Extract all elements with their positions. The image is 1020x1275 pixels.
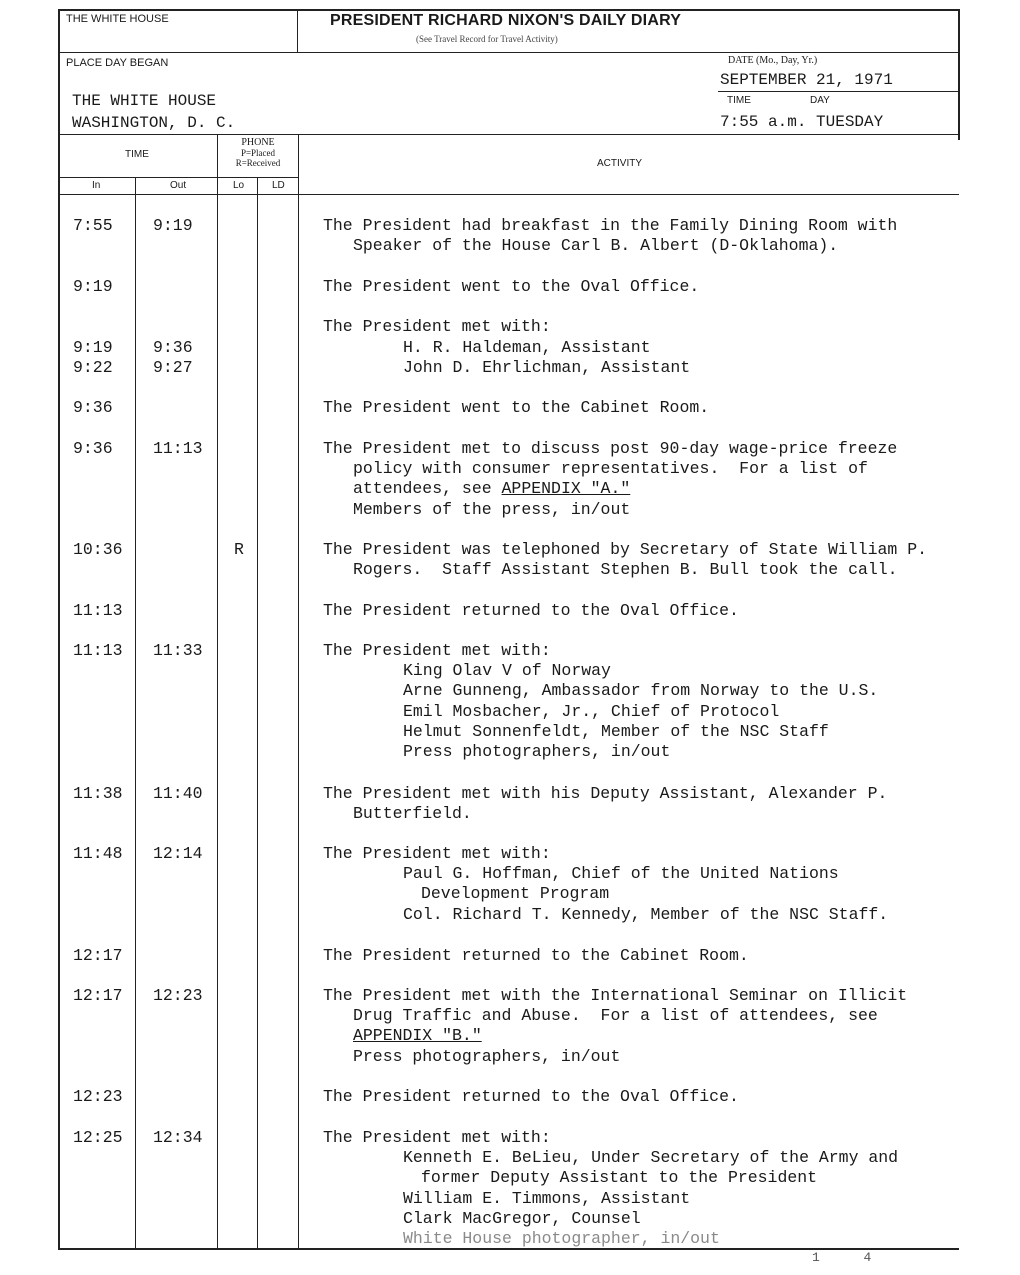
entry-activity: [323, 986, 963, 1067]
out-column-header: Out: [170, 180, 187, 191]
place-label: PLACE DAY BEGAN: [66, 57, 169, 69]
entry-time-in: 9:36: [73, 398, 113, 417]
lo-column-header: Lo: [233, 180, 245, 191]
header-block-bottom-line: [58, 134, 959, 135]
activity-line: The President went to the Cabinet Room.: [323, 398, 710, 417]
activity-column-header: ACTIVITY: [597, 158, 643, 169]
page-number: [812, 1250, 871, 1265]
title-divider: [297, 9, 298, 53]
time-day-value: 7:55 a.m. TUESDAY: [720, 113, 884, 131]
activity-line: Arne Gunneng, Ambassador from Norway to the U.S.: [403, 681, 879, 701]
activity-line: Members of the press, in/out: [353, 499, 631, 519]
entry-time-in: 11:13: [73, 601, 123, 620]
activity-line: Press photographers, in/out: [403, 742, 671, 762]
frame-right-line: [958, 9, 960, 140]
entry-time-in: 12:25: [73, 1128, 123, 1147]
entry-time-in: 11:13: [73, 641, 123, 660]
phone-column-header: [218, 138, 298, 168]
activity-line: former Deputy Assistant to the President: [421, 1168, 818, 1188]
phone-label: PHONE: [241, 137, 275, 148]
activity-line: John D. Ehrlichman, Assistant: [403, 358, 691, 377]
entry-time-in: 9:22: [73, 358, 113, 377]
activity-line: The President returned to the Cabinet Room.: [323, 946, 749, 965]
activity-line: Kenneth E. BeLieu, Under Secretary of the Army and: [403, 1148, 899, 1168]
frame-top-line: [58, 9, 959, 11]
activity-line: H. R. Haldeman, Assistant: [403, 338, 651, 357]
time-label: TIME: [727, 95, 751, 106]
activity-line: Clark MacGregor, Counsel: [403, 1208, 641, 1228]
ld-column-header: LD: [272, 180, 285, 191]
activity-line: Helmut Sonnenfeldt, Member of the NSC Staff: [403, 721, 829, 741]
entry-time-out: 11:33: [153, 641, 203, 660]
activity-line: The President was telephoned by Secretary of State William P.: [323, 540, 927, 559]
activity-line: Development Program: [421, 884, 610, 904]
entry-time-out: 9:36: [153, 338, 193, 357]
activity-line: [323, 479, 963, 499]
activity-line: Drug Traffic and Abuse. For a list of attendees, see: [353, 1006, 878, 1026]
entry-phone-received: R: [234, 540, 244, 559]
activity-line: Rogers. Staff Assistant Stephen B. Bull took the call.: [353, 560, 898, 580]
activity-line: The President met with:: [323, 317, 551, 336]
entry-activity: [323, 641, 963, 762]
col-line-ld: [257, 177, 258, 1248]
activity-line: Col. Richard T. Kennedy, Member of the NSC Staff.: [403, 904, 889, 924]
activity-line: The President had breakfast in the Family Dining Room with: [323, 216, 898, 235]
entry-activity: [323, 398, 963, 418]
activity-line: policy with consumer representatives. For a list of: [353, 459, 868, 479]
col-line-time-out: [135, 177, 136, 1248]
entry-time-out: 12:14: [153, 844, 203, 863]
entry-activity: [323, 1128, 963, 1249]
col-line-activity: [298, 134, 299, 1248]
activity-line: Emil Mosbacher, Jr., Chief of Protocol: [403, 701, 780, 721]
col-header-bottom-line-2: [58, 194, 959, 195]
activity-line: The President met with his Deputy Assistant, Alexander P.: [323, 784, 888, 803]
entry-time-in: 11:48: [73, 844, 123, 863]
entry-time-in: 9:19: [73, 277, 113, 296]
in-column-header: In: [92, 180, 101, 191]
entry-time-in: 12:17: [73, 986, 123, 1005]
entry-activity: [323, 784, 963, 824]
title-bottom-line: [58, 52, 959, 53]
entry-time-in: 10:36: [73, 540, 123, 559]
activity-line: White House photographer, in/out: [403, 1229, 720, 1249]
activity-line: The President returned to the Oval Office.: [323, 601, 739, 620]
activity-line: Butterfield.: [353, 804, 472, 824]
activity-line: The President met to discuss post 90-day wage-price freeze: [323, 439, 898, 458]
entry-time-out: 12:23: [153, 986, 203, 1005]
entry-time-in: 12:17: [73, 946, 123, 965]
entry-time-out: 12:34: [153, 1128, 203, 1147]
col-line-phone: [217, 134, 218, 1248]
date-value: SEPTEMBER 21, 1971: [720, 71, 893, 89]
day-label: DAY: [810, 95, 830, 106]
entry-activity: [323, 1087, 963, 1107]
entry-activity: [323, 358, 963, 378]
col-header-bottom-line: [58, 177, 298, 178]
entry-time-in: 12:23: [73, 1087, 123, 1106]
entry-activity: [323, 317, 963, 337]
activity-text: attendees, see: [353, 479, 502, 499]
activity-line: The President met with:: [323, 844, 551, 863]
appendix-a-reference: APPENDIX "A.": [501, 479, 631, 499]
activity-line: William E. Timmons, Assistant: [403, 1188, 691, 1208]
activity-line: King Olav V of Norway: [403, 661, 611, 681]
entry-activity: [323, 946, 963, 966]
date-underline: [718, 91, 958, 92]
entry-activity: [323, 601, 963, 621]
time-column-header: TIME: [125, 149, 149, 160]
diary-subtitle: (See Travel Record for Travel Activity): [416, 34, 558, 44]
entry-activity: [323, 540, 1003, 580]
phone-placed-label: P=Placed: [240, 148, 276, 158]
entry-activity: [323, 844, 963, 925]
activity-line: The President met with:: [323, 641, 551, 660]
activity-line: The President went to the Oval Office.: [323, 277, 700, 296]
phone-received-label: R=Received: [235, 158, 281, 168]
entry-time-in: 7:55: [73, 216, 113, 235]
entry-activity: [323, 338, 963, 358]
activity-line: The President met with the International Seminar on Illicit: [323, 986, 908, 1005]
diary-title: PRESIDENT RICHARD NIXON'S DAILY DIARY: [330, 12, 682, 29]
place-line-1: THE WHITE HOUSE: [72, 92, 217, 110]
entry-activity: [323, 277, 963, 297]
activity-line: Speaker of the House Carl B. Albert (D-Oklahoma).: [353, 236, 839, 256]
page-total: 4: [863, 1250, 872, 1265]
entry-time-out: 9:19: [153, 216, 193, 235]
entry-activity: [323, 439, 963, 520]
activity-line: Press photographers, in/out: [353, 1046, 621, 1066]
appendix-b-reference: APPENDIX "B.": [353, 1026, 482, 1046]
entry-time-in: 9:36: [73, 439, 113, 458]
page-current: 1: [812, 1250, 820, 1265]
activity-line: The President met with:: [323, 1128, 551, 1147]
activity-line: Paul G. Hoffman, Chief of the United Nations: [403, 864, 839, 884]
entry-time-out: 11:13: [153, 439, 203, 458]
entry-time-in: 9:19: [73, 338, 113, 357]
entry-activity: [323, 216, 963, 256]
activity-line: The President returned to the Oval Office.: [323, 1087, 739, 1106]
frame-left-line: [58, 9, 60, 1249]
entry-time-out: 11:40: [153, 784, 203, 803]
office-label: THE WHITE HOUSE: [66, 13, 169, 25]
activity-line: [323, 1026, 963, 1046]
place-line-2: WASHINGTON, D. C.: [72, 114, 236, 132]
date-label: DATE (Mo., Day, Yr.): [728, 55, 818, 66]
entry-time-in: 11:38: [73, 784, 123, 803]
entry-time-out: 9:27: [153, 358, 193, 377]
